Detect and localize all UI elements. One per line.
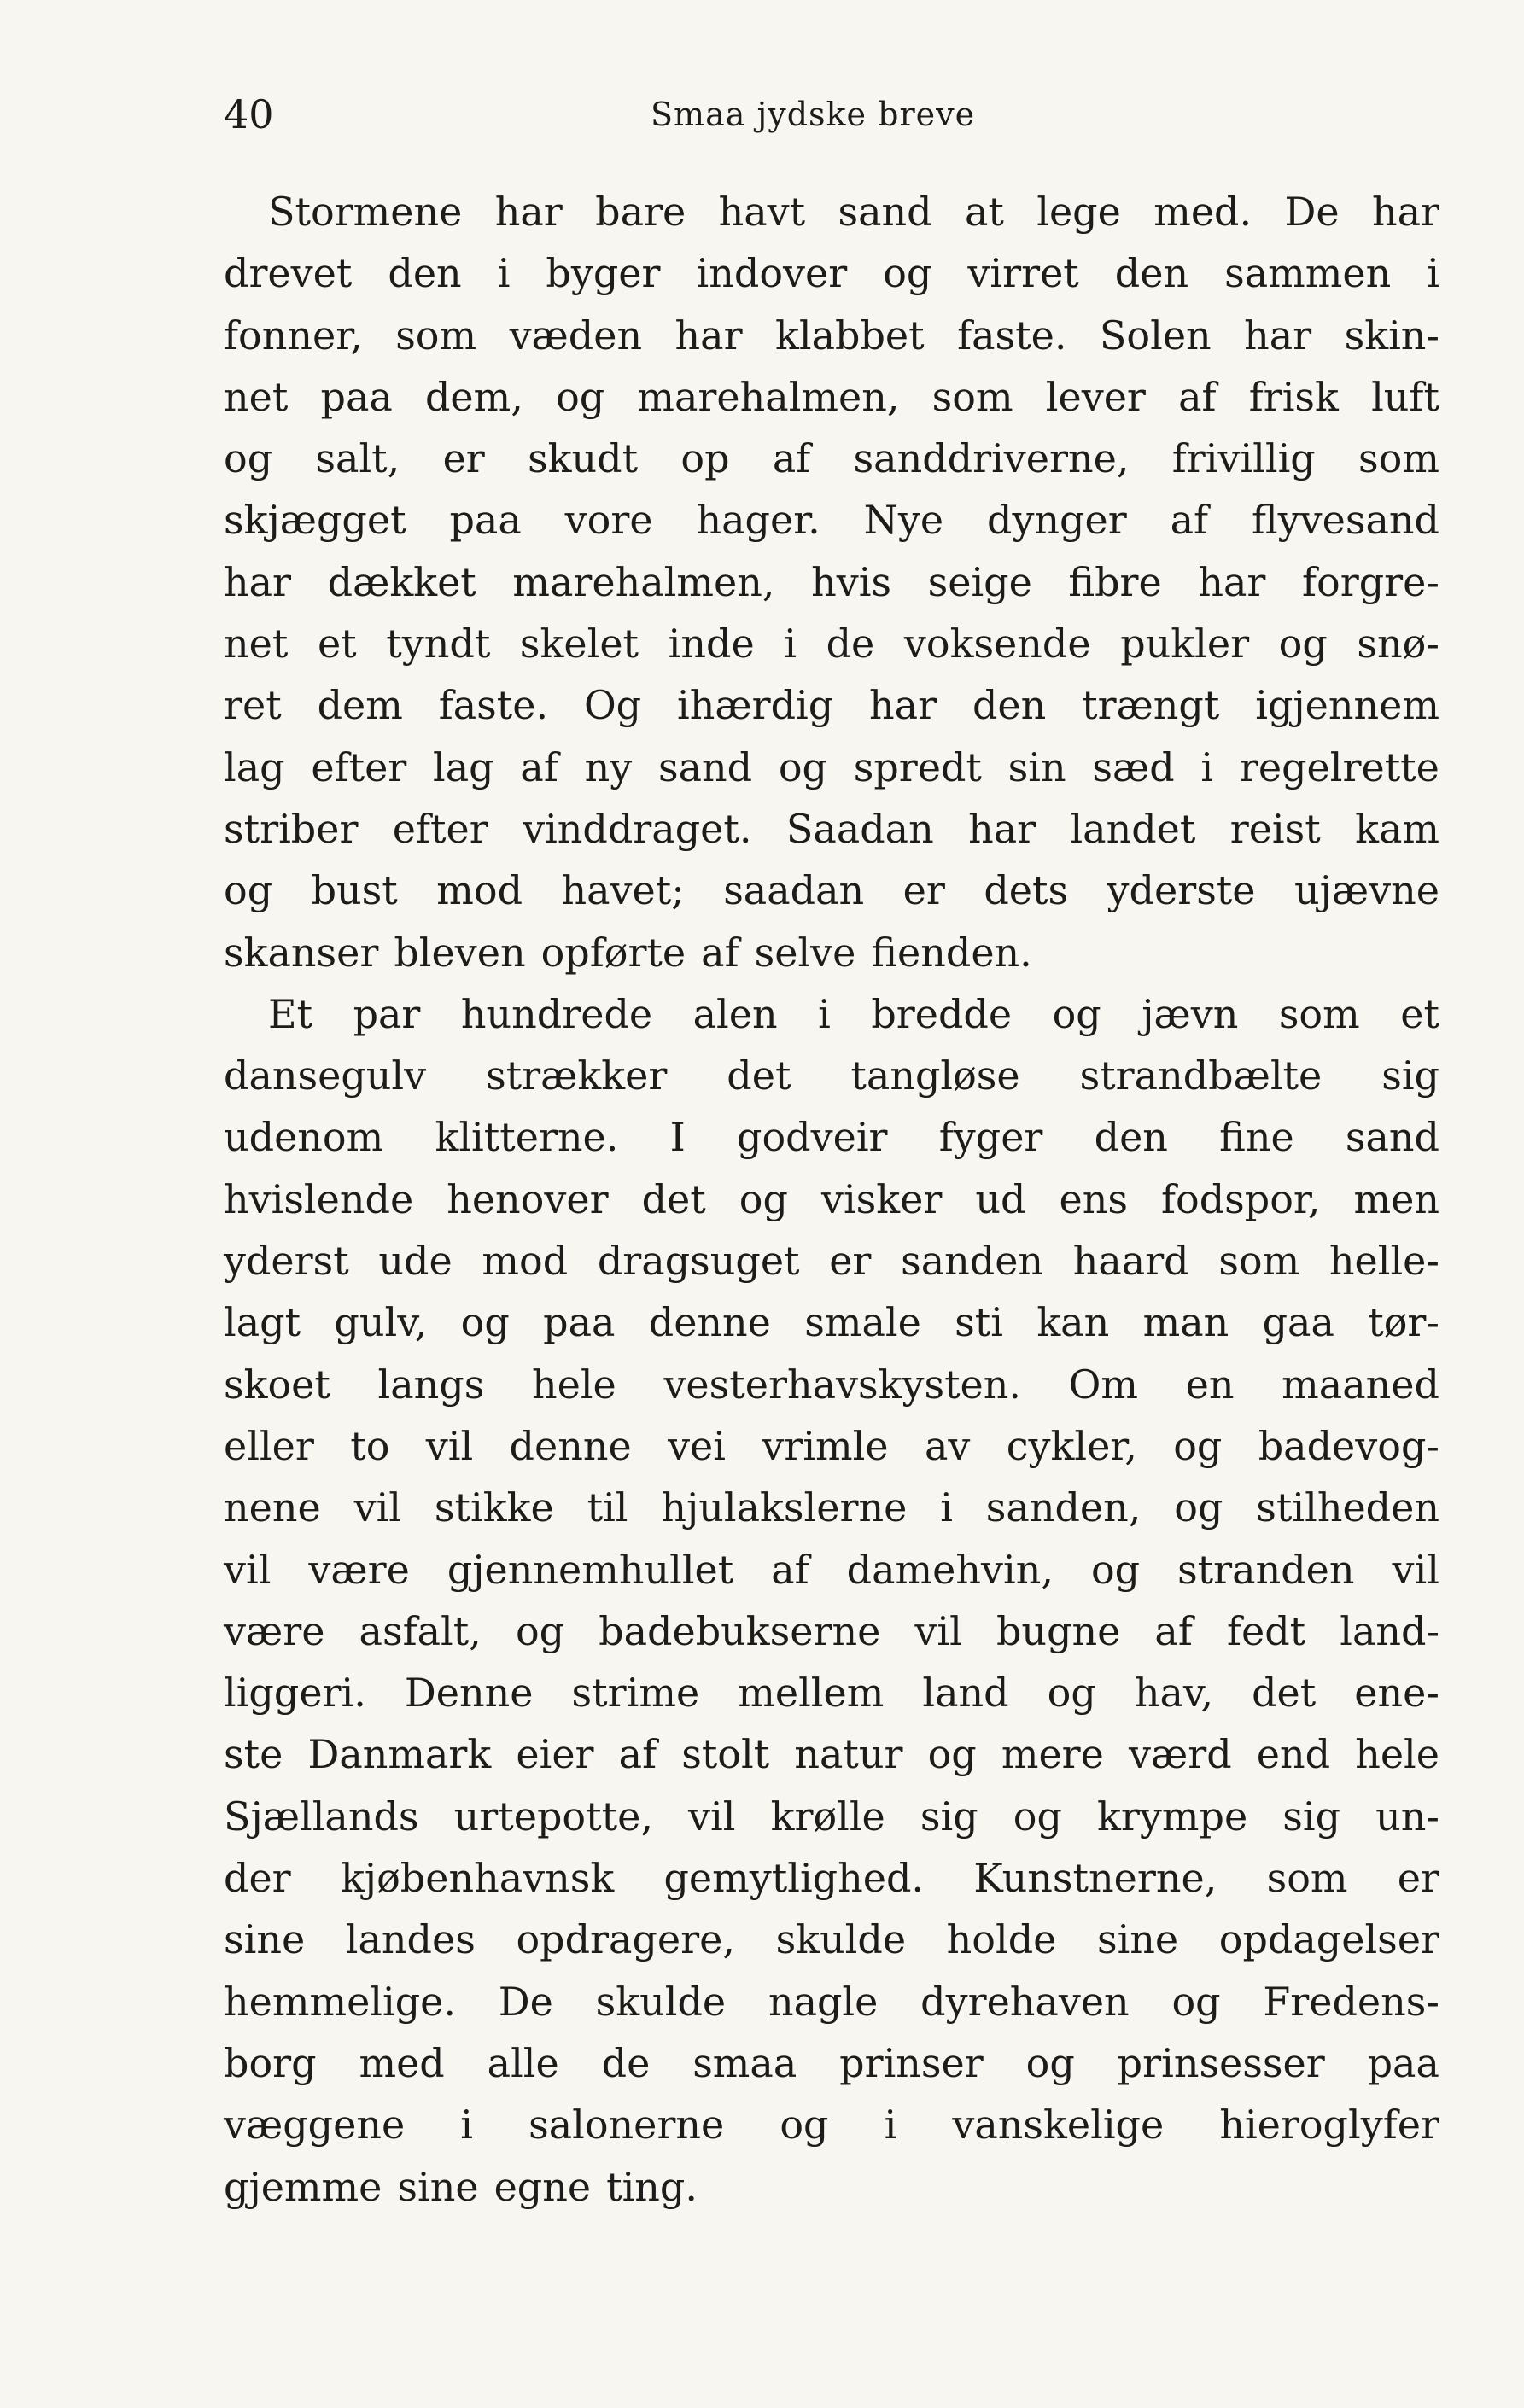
text-line: skjægget paa vore hager. Nye dynger af flyvesand <box>224 497 1439 544</box>
text-line: drevet den i byger indover og virret den sammen i <box>224 250 1439 297</box>
text-line: være asfalt, og badebukserne vil bugne af fedt land- <box>224 1607 1439 1654</box>
running-title: Smaa jydske breve <box>651 96 976 133</box>
text-line: skoet langs hele vesterhavskysten. Om en maaned <box>224 1361 1439 1408</box>
body-text <box>224 181 1439 2218</box>
text-line: udenom klitterne. I godveir fyger den fine sand <box>224 1114 1439 1161</box>
text-line: og bust mod havet; saadan er dets yderste ujævne <box>224 867 1439 914</box>
text-line: liggeri. Denne strime mellem land og hav, det ene- <box>224 1670 1439 1717</box>
text-line: Et par hundrede alen i bredde og jævn som et <box>268 990 1439 1037</box>
text-line: eller to vil denne vei vrimle av cykler, og badevog- <box>224 1422 1439 1469</box>
text-line: sine landes opdragere, skulde holde sine opdagelser <box>224 1916 1439 1963</box>
text-line: skanser bleven opførte af selve fienden. <box>224 929 1032 976</box>
text-line: fonner, som væden har klabbet faste. Solen har skin- <box>224 312 1439 359</box>
text-line: gjemme sine egne ting. <box>224 2163 698 2210</box>
text-line: ret dem faste. Og ihærdig har den trængt igjennem <box>224 682 1439 729</box>
text-line: ste Danmark eier af stolt natur og mere værd end hele <box>224 1731 1439 1778</box>
text-line: Stormene har bare havt sand at lege med. De har <box>268 189 1439 235</box>
text-line: striber efter vinddraget. Saadan har landet reist kam <box>224 805 1439 852</box>
text-line: lag efter lag af ny sand og spredt sin sæd i regelrette <box>224 743 1439 790</box>
text-line: Sjællands urtepotte, vil krølle sig og krympe sig un- <box>224 1793 1439 1840</box>
text-line: der kjøbenhavnsk gemytlighed. Kunstnerne, som er <box>224 1855 1439 1902</box>
text-line: har dækket marehalmen, hvis seige fibre har forgre- <box>224 558 1439 605</box>
text-line: hemmelige. De skulde nagle dyrehaven og Fredens- <box>224 1978 1439 2025</box>
page-number: 40 <box>224 91 274 137</box>
text-line: og salt, er skudt op af sanddriverne, frivillig som <box>224 435 1439 482</box>
text-line: lagt gulv, og paa denne smale sti kan man gaa tør- <box>224 1299 1439 1346</box>
text-line: net paa dem, og marehalmen, som lever af frisk luft <box>224 373 1439 420</box>
text-line: nene vil stikke til hjulakslerne i sanden, og stilheden <box>224 1484 1439 1531</box>
text-line: hvislende henover det og visker ud ens fodspor, men <box>224 1175 1439 1222</box>
text-line: vil være gjennemhullet af damehvin, og stranden vil <box>224 1546 1439 1593</box>
running-header <box>224 89 1439 140</box>
text-line: net et tyndt skelet inde i de voksende pukler og snø- <box>224 621 1439 668</box>
text-line: dansegulv strækker det tangløse strandbælte sig <box>224 1052 1439 1099</box>
text-line: væggene i salonerne og i vanskelige hieroglyfer <box>224 2102 1439 2149</box>
text-line: yderst ude mod dragsuget er sanden haard som helle- <box>224 1238 1439 1285</box>
text-line: borg med alle de smaa prinser og prinsesser paa <box>224 2039 1439 2086</box>
